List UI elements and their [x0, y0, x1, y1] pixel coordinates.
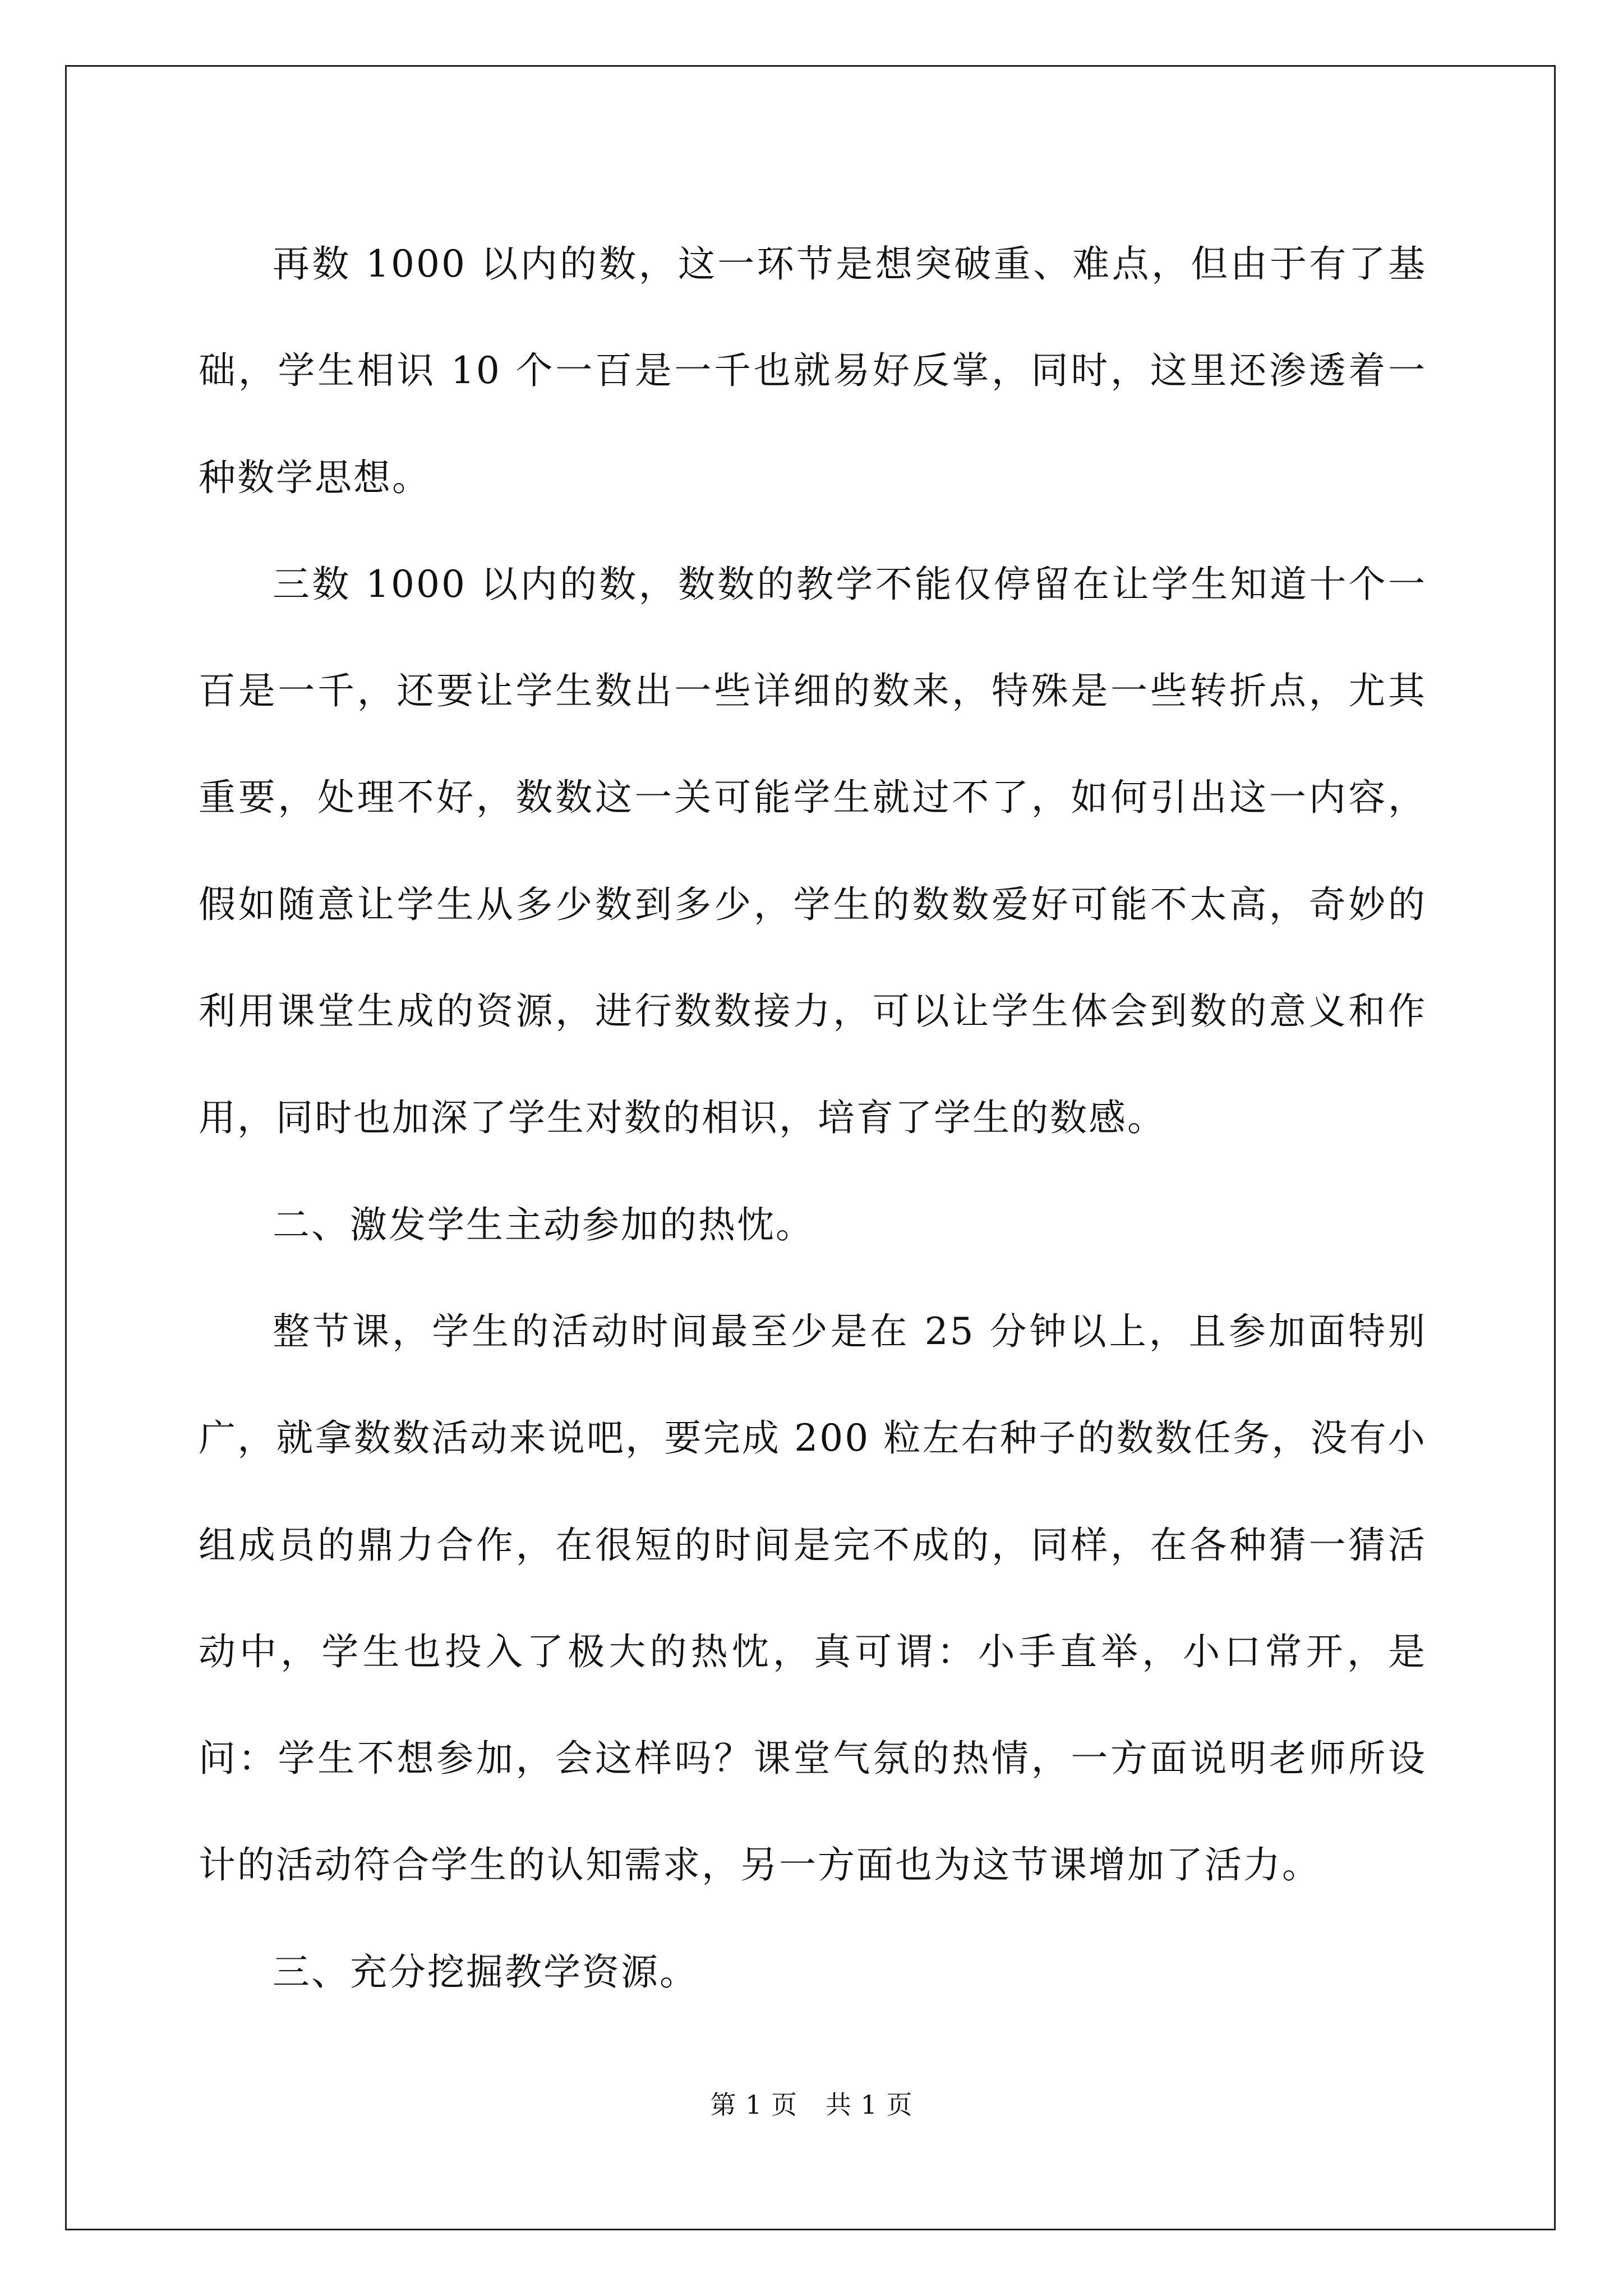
heading-section-three: 三、充分挖掘教学资源。 — [273, 1950, 698, 1994]
current-page-number: 第 1 页 — [710, 2090, 797, 2120]
total-pages: 共 1 页 — [826, 2090, 913, 2120]
paragraph-counting-relay: 三数 1000 以内的数，数数的教学不能仅停留在让学生知道十个一百是一千，还要让学生数出一些详细的数来，特殊是一些转折点，尤其重要，处理不好，数数这一关可能学生就过不了，如何引出这一内容，假如随意让学生从多少数到多少，学生的数数爱好可能不太高，奇妙的利用课堂生成的资源，进行数数接力，可以让学生体会到数的意义和作用，同时也加深了学生对数的相识，培育了学生的数感。 — [199, 562, 1427, 1140]
paragraph-count-to-1000: 再数 1000 以内的数，这一环节是想突破重、难点，但由于有了基础，学生相识 10 个一百是一千也就易好反掌，同时，这里还渗透着一种数学思想。 — [199, 242, 1427, 499]
paragraph-student-participation: 整节课，学生的活动时间最至少是在 25 分钟以上，且参加面特别广，就拿数数活动来说吧，要完成 200 粒左右种子的数数任务，没有小组成员的鼎力合作，在很短的时间是完不成的，同样，在各种猜一猜活动中，学生也投入了极大的热忱，真可谓：小手直举，小口常开，是问：学生不想参加，会这样吗？课堂气氛的热情，一方面说明老师所设计的活动符合学生的认知需求，另一方面也为这节课增加了活力。 — [199, 1309, 1427, 1887]
heading-section-two: 二、激发学生主动参加的热忱。 — [273, 1203, 814, 1246]
page-footer — [0, 2088, 1623, 2122]
document-body — [199, 211, 1427, 2026]
